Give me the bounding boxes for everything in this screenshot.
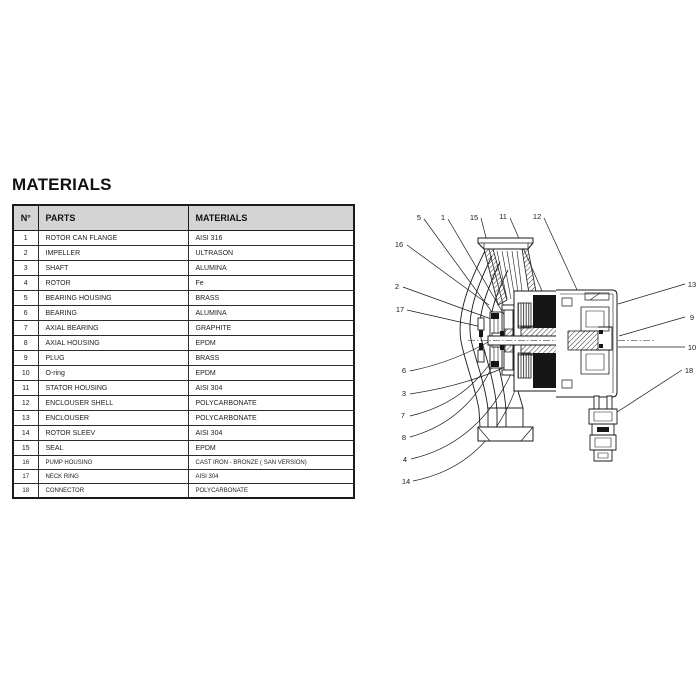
table-row xyxy=(13,381,354,396)
callout-3: 3 xyxy=(401,389,407,398)
callout-6: 6 xyxy=(401,366,407,375)
cell-part: NECK RING xyxy=(38,470,188,484)
cell-number: 6 xyxy=(13,306,38,321)
table-row xyxy=(13,306,354,321)
cell-part: BEARING xyxy=(38,306,188,321)
cell-number: 2 xyxy=(13,246,38,261)
callout-12: 12 xyxy=(532,212,542,221)
cell-part: O-ring xyxy=(38,366,188,381)
cell-number: 1 xyxy=(13,231,38,246)
table-row xyxy=(13,411,354,426)
enclosure xyxy=(556,290,617,397)
cell-number: 16 xyxy=(13,456,38,470)
cell-material: AISI 304 xyxy=(188,426,354,441)
cell-material: EPDM xyxy=(188,336,354,351)
cell-part: ENCLOUSER xyxy=(38,411,188,426)
cell-material: AISI 304 xyxy=(188,381,354,396)
cell-material: POLYCARBONATE xyxy=(188,484,354,499)
cell-number: 9 xyxy=(13,351,38,366)
cell-part: AXIAL HOUSING xyxy=(38,336,188,351)
cell-part: AXIAL BEARING xyxy=(38,321,188,336)
table-header xyxy=(13,205,354,231)
header-row xyxy=(13,205,354,231)
cell-material: POLYCARBONATE xyxy=(188,411,354,426)
table-row xyxy=(13,336,354,351)
callout-9: 9 xyxy=(689,313,695,322)
cell-material: ALUMINA xyxy=(188,306,354,321)
cell-material: AISI 316 xyxy=(188,231,354,246)
cell-material: POLYCARBONATE xyxy=(188,396,354,411)
cell-part: BEARING HOUSING xyxy=(38,291,188,306)
callout-8: 8 xyxy=(401,433,407,442)
callout-1: 1 xyxy=(440,213,446,222)
table-row xyxy=(13,246,354,261)
pump-cross-section-diagram xyxy=(390,180,700,490)
table-row xyxy=(13,231,354,246)
cell-part: CONNECTOR xyxy=(38,484,188,499)
header-number: N° xyxy=(13,205,38,231)
header-materials: MATERIALS xyxy=(188,205,354,231)
cell-number: 5 xyxy=(13,291,38,306)
cell-part: ROTOR CAN FLANGE xyxy=(38,231,188,246)
table-row xyxy=(13,441,354,456)
cell-material: CAST IRON - BRONZE ( SAN VERSION) xyxy=(188,456,354,470)
cell-number: 13 xyxy=(13,411,38,426)
table-row xyxy=(13,484,354,499)
callout-14: 14 xyxy=(401,477,411,486)
callout-15: 15 xyxy=(469,213,479,222)
table-row xyxy=(13,396,354,411)
cell-material: Fe xyxy=(188,276,354,291)
callout-18: 18 xyxy=(684,366,694,375)
cell-number: 10 xyxy=(13,366,38,381)
cell-material: AISI 304 xyxy=(188,470,354,484)
cell-material: EPDM xyxy=(188,366,354,381)
callout-11: 11 xyxy=(499,212,507,221)
callout-16: 16 xyxy=(394,240,404,249)
cell-material: ALUMINA xyxy=(188,261,354,276)
table-row xyxy=(13,366,354,381)
cell-number: 11 xyxy=(13,381,38,396)
callout-10: 10 xyxy=(687,343,697,352)
cell-number: 15 xyxy=(13,441,38,456)
cell-number: 17 xyxy=(13,470,38,484)
cell-number: 3 xyxy=(13,261,38,276)
cell-part: IMPELLER xyxy=(38,246,188,261)
cell-number: 8 xyxy=(13,336,38,351)
callout-4: 4 xyxy=(402,455,408,464)
cell-material: BRASS xyxy=(188,351,354,366)
materials-table xyxy=(12,204,355,499)
table-row xyxy=(13,456,354,470)
callout-2: 2 xyxy=(394,282,400,291)
table-row xyxy=(13,321,354,336)
callout-17: 17 xyxy=(395,305,405,314)
cell-part: PLUG xyxy=(38,351,188,366)
table-row xyxy=(13,261,354,276)
cell-part: ROTOR xyxy=(38,276,188,291)
table-row xyxy=(13,351,354,366)
table-row xyxy=(13,276,354,291)
cell-part: SHAFT xyxy=(38,261,188,276)
cell-number: 7 xyxy=(13,321,38,336)
callout-7: 7 xyxy=(400,411,406,420)
cell-part: PUMP HOUSING xyxy=(38,456,188,470)
table-row xyxy=(13,426,354,441)
cell-number: 4 xyxy=(13,276,38,291)
cell-part: ENCLOUSER SHELL xyxy=(38,396,188,411)
header-parts: PARTS xyxy=(38,205,188,231)
table-row xyxy=(13,470,354,484)
callout-13: 13 xyxy=(687,280,697,289)
cell-material: EPDM xyxy=(188,441,354,456)
cell-number: 14 xyxy=(13,426,38,441)
cell-number: 18 xyxy=(13,484,38,499)
cell-part: STATOR HOUSING xyxy=(38,381,188,396)
table-row xyxy=(13,291,354,306)
page-title: MATERIALS xyxy=(12,175,112,194)
materials-table-body xyxy=(13,231,354,499)
cell-part: SEAL xyxy=(38,441,188,456)
cell-number: 12 xyxy=(13,396,38,411)
cell-part: ROTOR SLEEV xyxy=(38,426,188,441)
cell-material: ULTRASON xyxy=(188,246,354,261)
cell-material: GRAPHITE xyxy=(188,321,354,336)
cell-material: BRASS xyxy=(188,291,354,306)
callout-5: 5 xyxy=(416,213,422,222)
connector xyxy=(589,396,617,461)
